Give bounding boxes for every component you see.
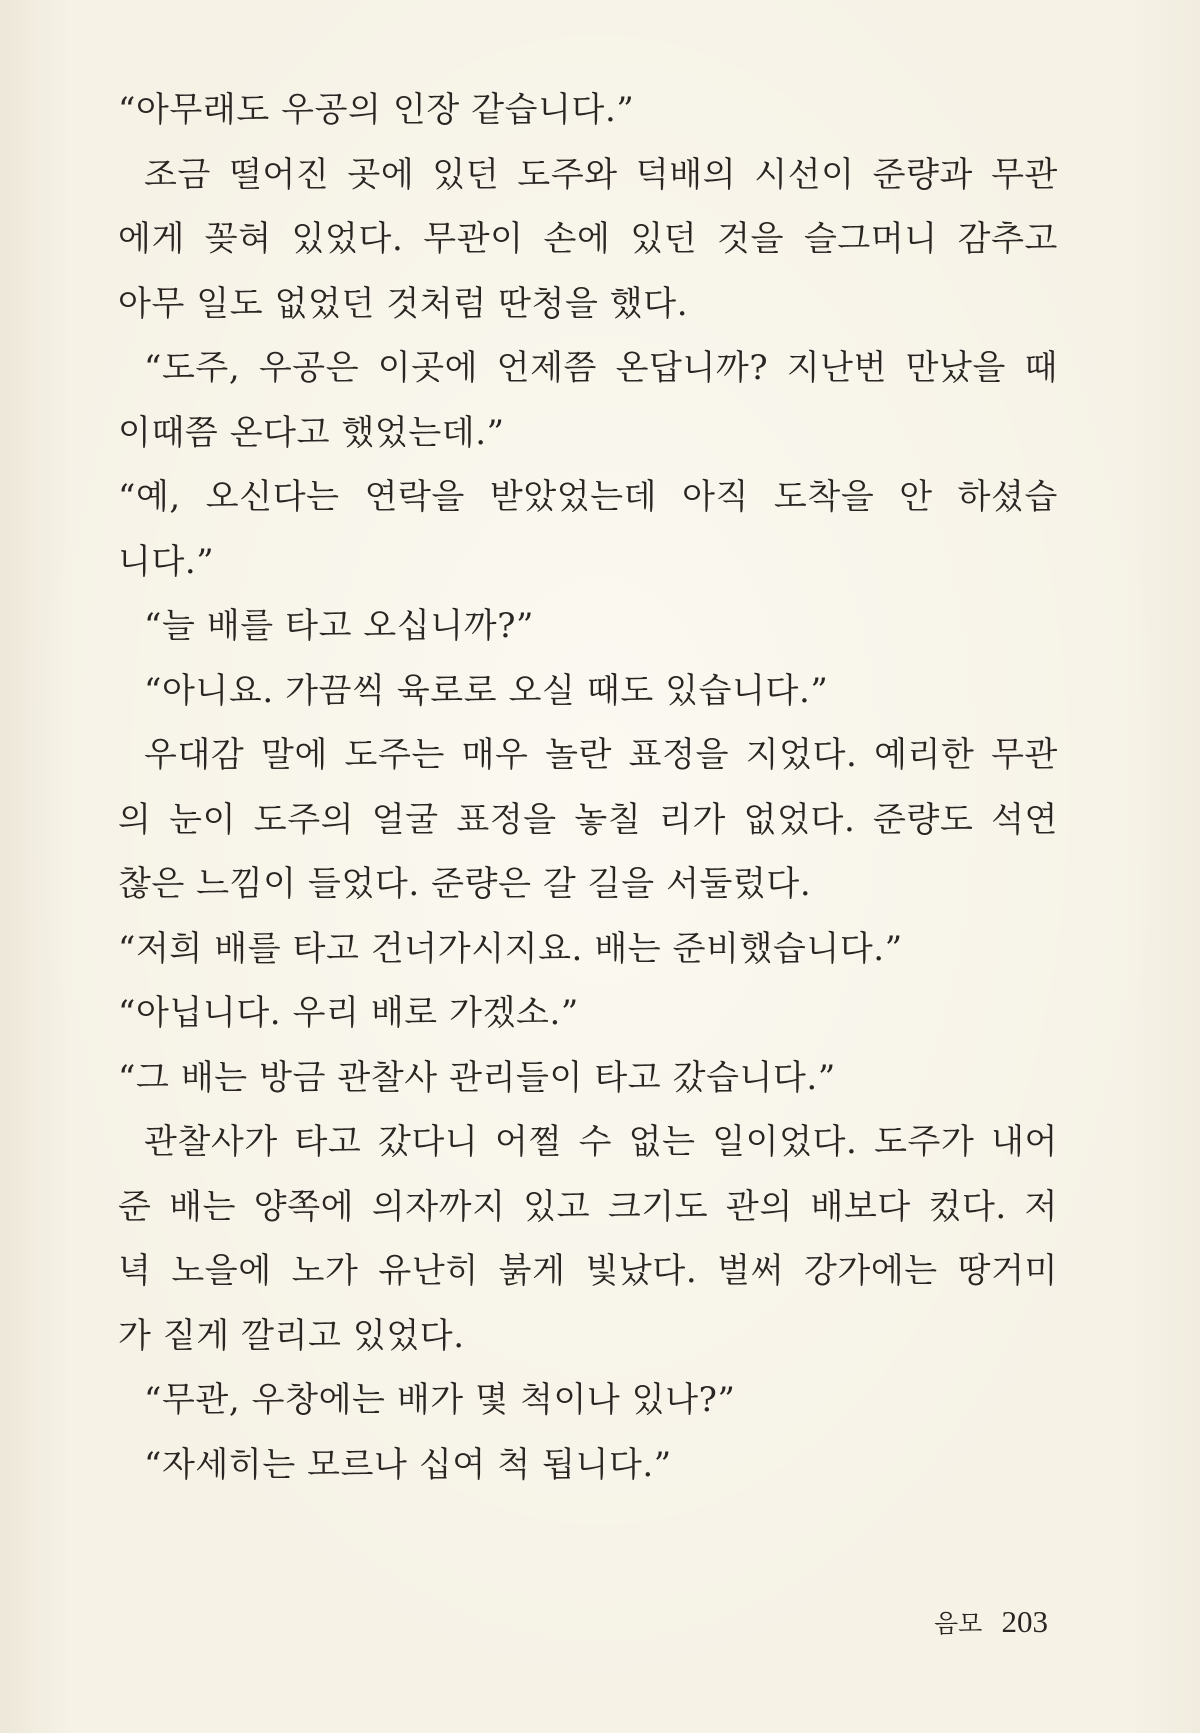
text-line: 이때쯤 온다고 했었는데.”	[118, 412, 505, 453]
text-line: 준 배는 양쪽에 의자까지 있고 크기도 관의 배보다 컸다. 저	[118, 1186, 1058, 1227]
text-line: “늘 배를 타고 오십니까?”	[144, 606, 535, 646]
page-number: 203	[1001, 1604, 1048, 1639]
text-line: 녁 노을에 노가 유난히 붉게 빛났다. 벌써 강가에는 땅거미	[118, 1251, 1058, 1291]
text-line: 관찰사가 타고 갔다니 어쩔 수 없는 일이었다. 도주가 내어	[144, 1122, 1058, 1162]
text-line: “무관, 우창에는 배가 몇 척이나 있나?”	[144, 1380, 736, 1420]
text-line: 찮은 느낌이 들었다. 준량은 갈 길을 서둘렀다.	[118, 864, 812, 904]
text-line: 니다.”	[118, 541, 215, 582]
text-line: “그 배는 방금 관찰사 관리들이 타고 갔습니다.”	[118, 1057, 836, 1098]
text-line: 의 눈이 도주의 얼굴 표정을 놓칠 리가 없었다. 준량도 석연	[118, 799, 1058, 840]
body-text	[118, 78, 1058, 1497]
text-line: “아니요. 가끔씩 육로로 오실 때도 있습니다.”	[144, 670, 829, 711]
text-line: “예, 오신다는 연락을 받았었는데 아직 도착을 안 하셨습	[118, 477, 1058, 517]
text-line: “저희 배를 타고 건너가시지요. 배는 준비했습니다.”	[118, 928, 903, 969]
text-line: 우대감 말에 도주는 매우 놀란 표정을 지었다. 예리한 무관	[144, 735, 1058, 775]
text-line: 아무 일도 없었던 것처럼 딴청을 했다.	[118, 283, 689, 324]
text-line: “자세히는 모르나 십여 척 됩니다.”	[144, 1444, 672, 1485]
page-footer	[934, 1602, 1048, 1642]
text-line: “도주, 우공은 이곳에 언제쯤 온답니까? 지난번 만났을 때	[144, 348, 1058, 388]
text-line: “아무래도 우공의 인장 같습니다.”	[118, 90, 635, 130]
text-line: “아닙니다. 우리 배로 가겠소.”	[118, 993, 579, 1033]
text-line: 조금 떨어진 곳에 있던 도주와 덕배의 시선이 준량과 무관	[144, 154, 1058, 195]
chapter-title: 음모	[933, 1609, 983, 1638]
text-line: 에게 꽂혀 있었다. 무관이 손에 있던 것을 슬그머니 감추고	[118, 219, 1058, 259]
text-line: 가 짙게 깔리고 있었다.	[118, 1315, 465, 1356]
